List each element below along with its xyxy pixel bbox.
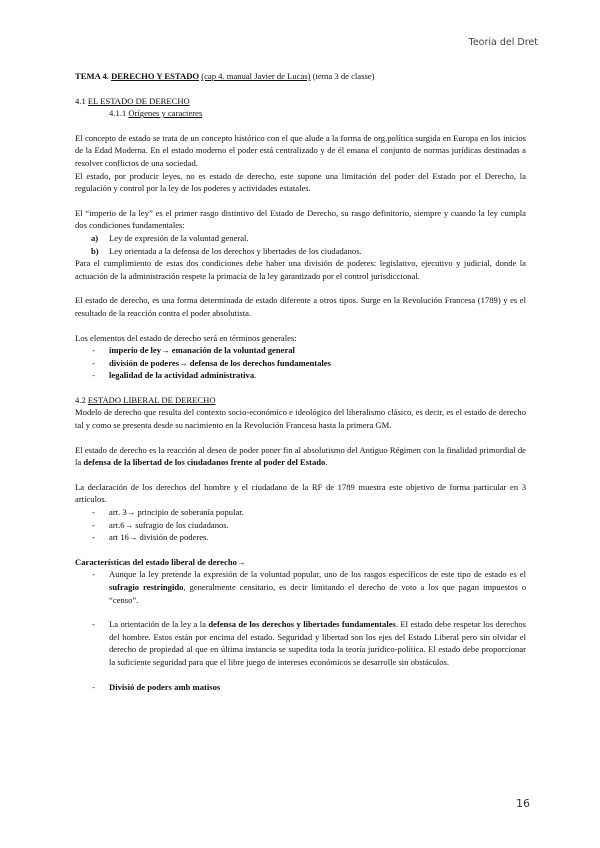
subheading-text: Orígenes y caracteres [128,108,203,119]
list-item-text: art.6→ sufragio de los ciudadanos. [109,519,229,530]
heading-number: 4.1 [75,95,88,106]
heading-text: EL ESTADO DE DERECHO [87,95,190,106]
list-item-text: Divisió de poders amb matisos [109,681,221,692]
characteristics-heading: Características del estado liberal de derecho→ [75,556,246,567]
list-item [75,519,526,532]
list-marker: - [92,357,95,368]
list-marker: - [92,569,95,580]
list-item-text: Ley orientada a la defensa de los derechos y libertades de los ciudadanos. [109,245,362,256]
list-item [75,232,526,245]
title-suffix: (tema 3 de classe) [310,71,375,81]
conditions-list [75,232,526,257]
text-run: El estado de derecho es la reacción al deseo de poder poner fin al absolutismo del Antiguo Régimen con la finalidad primordial de la [75,444,526,468]
paragraph [75,444,526,469]
title-reference: (cap 4. manual Javier de Lucas) [201,71,311,81]
list-marker: a) [91,232,99,243]
header-subject: Teoria del Dret [468,37,538,48]
document-title [75,70,526,83]
paragraph: El “imperio de la ley” es el primer rasgo distintivo del Estado de Derecho, su rasgo definitorio, siempre y cuando la ley cumpla dos condiciones fundamentales: [75,207,526,231]
elements-list [75,344,526,382]
bold-run: defensa de los derechos y libertades fundamentales [208,619,396,630]
list-item [75,531,526,544]
characteristics-list [75,568,526,693]
paragraph: Los elementos del estado de derecho será en términos generales: [75,332,297,343]
text-run: La orientación de la ley a la [109,619,209,630]
subheading-number: 4.1.1 [109,108,129,119]
heading-number: 4.2 [75,394,88,405]
text-run: Aunque la ley pretende la expresión de la voluntad popular, uno de los rasgos específicos de este tipo de estado es el [109,569,526,580]
section-4-1-heading [75,95,526,108]
list-item-text: imperio de ley→ emanación de la voluntad general [109,345,295,356]
list-item [75,344,526,357]
paragraph: El estado, por producir leyes, no es estado de derecho, este supone una limitación del poder del Estado por el Derecho, la regulación y control por la ley de los poderes y actividades estatales. [75,170,526,194]
list-item [75,245,526,258]
list-item-text: art. 3→ principio de soberanía popular. [109,507,244,518]
list-item [75,681,526,694]
paragraph: El concepto de estado se trata de un concepto histórico con el que alude a la forma de org.política surgida en Europa en los inicios de la Edad Moderna. En el estado moderno el poder está centralizado y de él emana el conjunto de normas jurídicas destinadas a resolver conflictos de una sociedad. [75,132,526,168]
bold-run: sufragio restringido [109,582,184,592]
list-item [75,618,526,668]
list-marker: - [92,345,95,356]
text-run: . [325,457,328,468]
title-main: DERECHO Y ESTADO [111,71,200,81]
articles-list [75,506,526,544]
list-item-text: Ley de expresión de la voluntad general. [109,232,249,243]
list-marker: - [92,681,95,692]
title-prefix: TEMA 4. [75,71,112,81]
paragraph: La declaración de los derechos del hombre y el ciudadano de la RF de 1789 muestra este objetivo de forma particular en 3 artículos. [75,481,526,505]
text-run: , generalmente censitario, es decir limitando el derecho de voto a los que pagan impuestos o “censo”. [109,582,526,605]
bold-run: defensa de la libertad de los ciudadanos frente al poder del Estado [83,457,326,468]
list-marker: - [92,519,95,530]
list-item-text: art 16→ división de poderes. [109,532,209,543]
list-marker: - [92,370,95,381]
list-marker: - [92,507,95,518]
list-item [75,568,526,606]
page-number: 16 [516,797,530,810]
document-body [75,70,526,693]
list-item-text: división de poderes→ defensa de los derechos fundamentales [109,357,331,368]
heading-text: ESTADO LIBERAL DE DERECHO [87,394,216,405]
subsection-4-1-1-heading [75,107,526,120]
list-item [75,369,526,382]
section-4-2-heading [75,394,526,407]
list-item-text: legalidad de la actividad administrativa [109,370,255,381]
list-marker: - [92,619,95,630]
list-item [75,357,526,370]
paragraph: El estado de derecho, es una forma determinada de estado diferente a otros tipos. Surge en la Revolución Francesa (1789) y es el resultado de la reacción contra el poder absolutista. [75,295,526,318]
list-item [75,506,526,519]
list-marker: b) [91,245,99,256]
paragraph: Para el cumplimiento de estas dos condiciones debe haber una división de poderes: legislativo, ejecutivo y judicial, donde la actuación de la administración respete la primacía de la ley garantizado por el control jurisdiccional. [75,258,526,281]
text-run: . El estado debe respetar los derechos del hombre. Estos están por encima del estado. Seguridad y libertad son los ejes del Estado Liberal pero sin olvidar el derecho de propiedad al que en última instancia se supedita toda la teoría jurídico-política. El estado debe proporcionar la suficiente seguridad para que el libre juego de intereses económicos se desarrolle sin obstáculos. [109,619,527,667]
list-item-tail: . [254,370,257,381]
paragraph: Modelo de derecho que resulta del contexto socio-económico e ideológico del liberalismo clásico, es decir, es el estado de derecho tal y como se presenta desde su nacimiento en la Revolución Francesa hasta la primera GM. [75,407,526,431]
list-marker: - [92,532,95,543]
